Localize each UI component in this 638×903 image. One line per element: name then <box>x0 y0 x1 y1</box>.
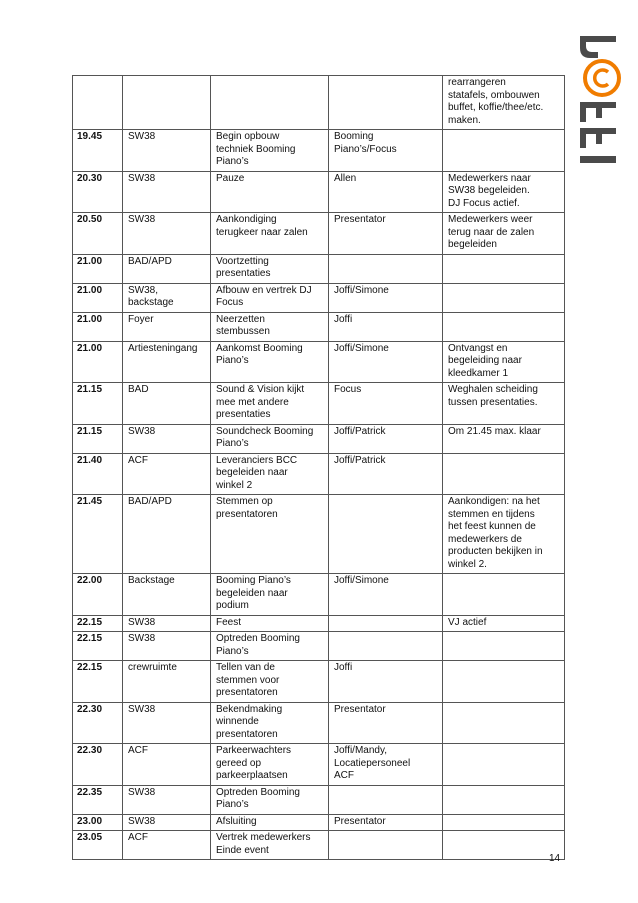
location-cell: SW38 <box>123 424 211 453</box>
table-row <box>73 312 565 341</box>
location-cell: ACF <box>123 831 211 860</box>
table-row <box>73 213 565 255</box>
activity-cell: Tellen van de stemmen voor presentatoren <box>211 661 329 703</box>
responsible-cell <box>329 254 443 283</box>
responsible-cell <box>329 76 443 130</box>
responsible-cell <box>329 495 443 574</box>
activity-cell: Afsluiting <box>211 814 329 831</box>
remarks-cell <box>443 814 565 831</box>
activity-cell: Soundcheck Booming Piano’s <box>211 424 329 453</box>
remarks-cell <box>443 254 565 283</box>
table-row <box>73 831 565 860</box>
table-row <box>73 383 565 425</box>
time-cell: 21.15 <box>73 383 123 425</box>
remarks-cell: Ontvangst en begeleiding naar kleedkamer 1 <box>443 341 565 383</box>
table-row <box>73 254 565 283</box>
remarks-cell <box>443 283 565 312</box>
remarks-cell: VJ actief <box>443 615 565 632</box>
location-cell: SW38 <box>123 615 211 632</box>
table-row <box>73 283 565 312</box>
activity-cell: Voortzetting presentaties <box>211 254 329 283</box>
table-row <box>73 574 565 616</box>
time-cell: 22.30 <box>73 702 123 744</box>
location-cell: SW38, backstage <box>123 283 211 312</box>
activity-cell: Begin opbouw techniek Booming Piano’s <box>211 130 329 172</box>
responsible-cell: Joffi <box>329 661 443 703</box>
table-row <box>73 814 565 831</box>
responsible-cell <box>329 831 443 860</box>
table-row <box>73 341 565 383</box>
joffi-logo <box>572 32 630 180</box>
activity-cell: Afbouw en vertrek DJ Focus <box>211 283 329 312</box>
remarks-cell <box>443 312 565 341</box>
location-cell: SW38 <box>123 702 211 744</box>
time-cell: 23.05 <box>73 831 123 860</box>
location-cell: ACF <box>123 453 211 495</box>
location-cell: BAD/APD <box>123 254 211 283</box>
remarks-cell <box>443 702 565 744</box>
location-cell: BAD/APD <box>123 495 211 574</box>
table-row <box>73 76 565 130</box>
time-cell: 22.15 <box>73 615 123 632</box>
location-cell: SW38 <box>123 213 211 255</box>
activity-cell: Pauze <box>211 171 329 213</box>
joffi-logo-graphic <box>572 32 630 180</box>
activity-cell: Stemmen op presentatoren <box>211 495 329 574</box>
page-number: 14 <box>549 853 561 864</box>
location-cell: SW38 <box>123 171 211 213</box>
table-row <box>73 702 565 744</box>
activity-cell: Vertrek medewerkers Einde event <box>211 831 329 860</box>
table-row <box>73 661 565 703</box>
responsible-cell: Joffi <box>329 312 443 341</box>
table-row <box>73 615 565 632</box>
remarks-cell <box>443 130 565 172</box>
time-cell: 21.40 <box>73 453 123 495</box>
responsible-cell: Joffi/Simone <box>329 341 443 383</box>
remarks-cell <box>443 574 565 616</box>
responsible-cell: Presentator <box>329 702 443 744</box>
responsible-cell <box>329 785 443 814</box>
table-row <box>73 453 565 495</box>
activity-cell: Optreden Booming Piano’s <box>211 785 329 814</box>
time-cell: 21.15 <box>73 424 123 453</box>
activity-cell: Parkeerwachters gereed op parkeerplaatsen <box>211 744 329 786</box>
remarks-cell: rearrangeren statafels, ombouwen buffet, koffie/thee/etc. maken. <box>443 76 565 130</box>
responsible-cell: Allen <box>329 171 443 213</box>
remarks-cell: Om 21.45 max. klaar <box>443 424 565 453</box>
remarks-cell: Aankondigen: na het stemmen en tijdens het feest kunnen de medewerkers de producten bekijken in winkel 2. <box>443 495 565 574</box>
remarks-cell <box>443 453 565 495</box>
time-cell: 21.00 <box>73 341 123 383</box>
responsible-cell: Booming Piano’s/Focus <box>329 130 443 172</box>
time-cell: 22.15 <box>73 632 123 661</box>
time-cell: 22.30 <box>73 744 123 786</box>
activity-cell: Aankondiging terugkeer naar zalen <box>211 213 329 255</box>
activity-cell: Bekendmaking winnende presentatoren <box>211 702 329 744</box>
time-cell: 21.00 <box>73 254 123 283</box>
location-cell: Artiesteningang <box>123 341 211 383</box>
activity-cell: Booming Piano’s begeleiden naar podium <box>211 574 329 616</box>
location-cell: crewruimte <box>123 661 211 703</box>
responsible-cell: Joffi/Simone <box>329 574 443 616</box>
remarks-cell: Medewerkers weer terug naar de zalen begeleiden <box>443 213 565 255</box>
table-row <box>73 785 565 814</box>
table-row <box>73 130 565 172</box>
time-cell: 21.45 <box>73 495 123 574</box>
activity-cell: Aankomst Booming Piano’s <box>211 341 329 383</box>
location-cell: ACF <box>123 744 211 786</box>
location-cell: BAD <box>123 383 211 425</box>
time-cell <box>73 76 123 130</box>
activity-cell: Feest <box>211 615 329 632</box>
location-cell: SW38 <box>123 814 211 831</box>
time-cell: 23.00 <box>73 814 123 831</box>
location-cell: Backstage <box>123 574 211 616</box>
event-schedule-table <box>72 75 565 860</box>
responsible-cell: Presentator <box>329 814 443 831</box>
remarks-cell: Medewerkers naar SW38 begeleiden. DJ Focus actief. <box>443 171 565 213</box>
responsible-cell: Focus <box>329 383 443 425</box>
responsible-cell: Joffi/Patrick <box>329 453 443 495</box>
time-cell: 21.00 <box>73 283 123 312</box>
activity-cell: Neerzetten stembussen <box>211 312 329 341</box>
responsible-cell <box>329 615 443 632</box>
location-cell: SW38 <box>123 130 211 172</box>
responsible-cell: Joffi/Mandy, Locatiepersoneel ACF <box>329 744 443 786</box>
location-cell: SW38 <box>123 785 211 814</box>
time-cell: 20.50 <box>73 213 123 255</box>
remarks-cell <box>443 632 565 661</box>
activity-cell: Optreden Booming Piano’s <box>211 632 329 661</box>
time-cell: 20.30 <box>73 171 123 213</box>
activity-cell: Leveranciers BCC begeleiden naar winkel 2 <box>211 453 329 495</box>
remarks-cell <box>443 744 565 786</box>
table-row <box>73 424 565 453</box>
table-row <box>73 632 565 661</box>
time-cell: 21.00 <box>73 312 123 341</box>
time-cell: 22.00 <box>73 574 123 616</box>
responsible-cell <box>329 632 443 661</box>
activity-cell <box>211 76 329 130</box>
table-row <box>73 744 565 786</box>
responsible-cell: Joffi/Patrick <box>329 424 443 453</box>
remarks-cell <box>443 661 565 703</box>
table-row <box>73 171 565 213</box>
location-cell <box>123 76 211 130</box>
schedule-body <box>73 76 565 860</box>
location-cell: Foyer <box>123 312 211 341</box>
responsible-cell: Presentator <box>329 213 443 255</box>
table-row <box>73 495 565 574</box>
time-cell: 19.45 <box>73 130 123 172</box>
time-cell: 22.35 <box>73 785 123 814</box>
location-cell: SW38 <box>123 632 211 661</box>
remarks-cell <box>443 785 565 814</box>
remarks-cell <box>443 831 565 860</box>
responsible-cell: Joffi/Simone <box>329 283 443 312</box>
activity-cell: Sound & Vision kijkt mee met andere presentaties <box>211 383 329 425</box>
time-cell: 22.15 <box>73 661 123 703</box>
remarks-cell: Weghalen scheiding tussen presentaties. <box>443 383 565 425</box>
